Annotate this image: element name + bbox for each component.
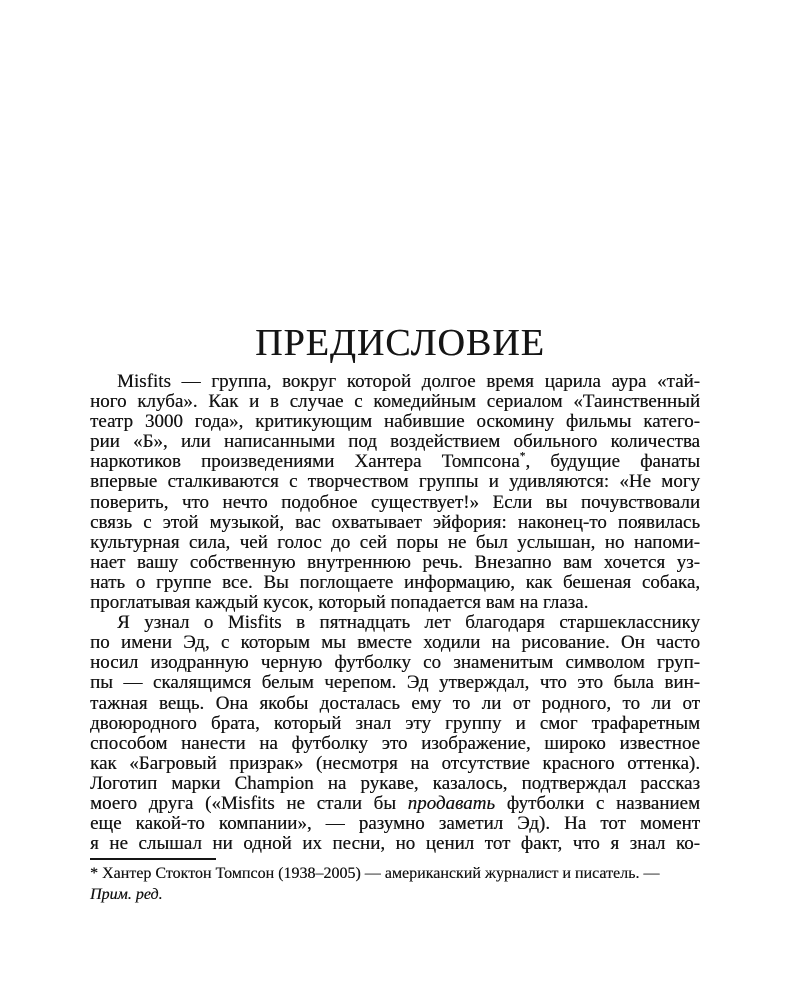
text-line: по имени Эд, с которым мы вместе ходили на рисование. Он часто — [90, 632, 700, 654]
text-line: нает вашу собственную внутреннюю речь. Внезапно вам хочется уз- — [90, 551, 700, 573]
text-line: Misfits — группа, вокруг которой долгое время царила аура «тай- — [117, 371, 700, 392]
text-line: носил изодранную черную футболку со знаменитым символом груп- — [90, 652, 700, 674]
chapter-title: ПРЕДИСЛОВИЕ — [255, 322, 545, 364]
paragraph-2 — [90, 613, 700, 854]
footnote-source-italic: Прим. ред. — [90, 885, 163, 903]
footnote-rule — [90, 858, 216, 860]
text-line: способом нанести на футболку это изображение, широко известное — [90, 732, 700, 754]
text-line: поверить, что нечто подобное существует!» Если вы почувствовали — [90, 491, 700, 513]
text-line: пы — скалящимся белым черепом. Эд утверждал, что это была вин- — [90, 672, 700, 694]
text-line: еще какой-то компании», — разумно заметил Эд). На тот момент — [90, 813, 700, 835]
line-segment: наркотиков произведениями Хантера Томпсона — [90, 451, 520, 473]
line-segment: моего друга («Misfits не стали бы — [90, 792, 408, 814]
text-line-with-footnote-ref — [90, 452, 700, 472]
text-line: двоюродного брата, который знал эту группу и смог трафаретным — [90, 712, 700, 734]
text-line: культурная сила, чей голос до сей поры не был услышан, но напоми- — [90, 531, 700, 553]
text-line-with-italic — [90, 794, 700, 814]
footnote-asterisk: * — [519, 451, 526, 464]
footnote — [90, 858, 700, 905]
paragraph-1 — [90, 372, 700, 613]
line-segment: , будущие фанаты — [525, 451, 700, 473]
text-line: Логотип марки Champion на рукаве, казалось, подтверждал рассказ — [90, 772, 700, 794]
body-text — [90, 372, 700, 854]
text-line: проглатывая каждый кусок, который попадается вам на глаза. — [90, 592, 589, 614]
text-line: рии «Б», или написанными под воздействием обильного количества — [90, 431, 700, 453]
italic-word: продавать — [407, 792, 496, 814]
footnote-text — [90, 864, 700, 905]
text-line: я не слышал ни одной их песни, но ценил тот факт, что я знал ко- — [90, 833, 700, 855]
text-line: нать о группе все. Вы поглощаете информацию, как бешеная собака, — [90, 571, 700, 593]
text-line: как «Багровый призрак» (несмотря на отсутствие красного оттенка). — [90, 752, 700, 774]
text-line: театр 3000 года», критикующим набившие оскомину фильмы катего- — [90, 411, 700, 433]
footnote-line: * Хантер Стоктон Томпсон (1938–2005) — американский журналист и писатель. — — [90, 865, 660, 882]
text-line: ного клуба». Как и в случае с комедийным сериалом «Таинственный — [90, 391, 700, 413]
text-line: впервые сталкиваются с творчеством группы и удивляются: «Не могу — [90, 471, 700, 493]
text-line: Я узнал о Misfits в пятнадцать лет благодаря старшекласснику — [117, 612, 700, 634]
text-line: тажная вещь. Она якобы досталась ему то ли от родного, то ли от — [90, 692, 700, 714]
text-line: связь с этой музыкой, вас охватывает эйфория: наконец-то появилась — [90, 511, 700, 533]
line-segment: футболки с названием — [495, 792, 700, 814]
